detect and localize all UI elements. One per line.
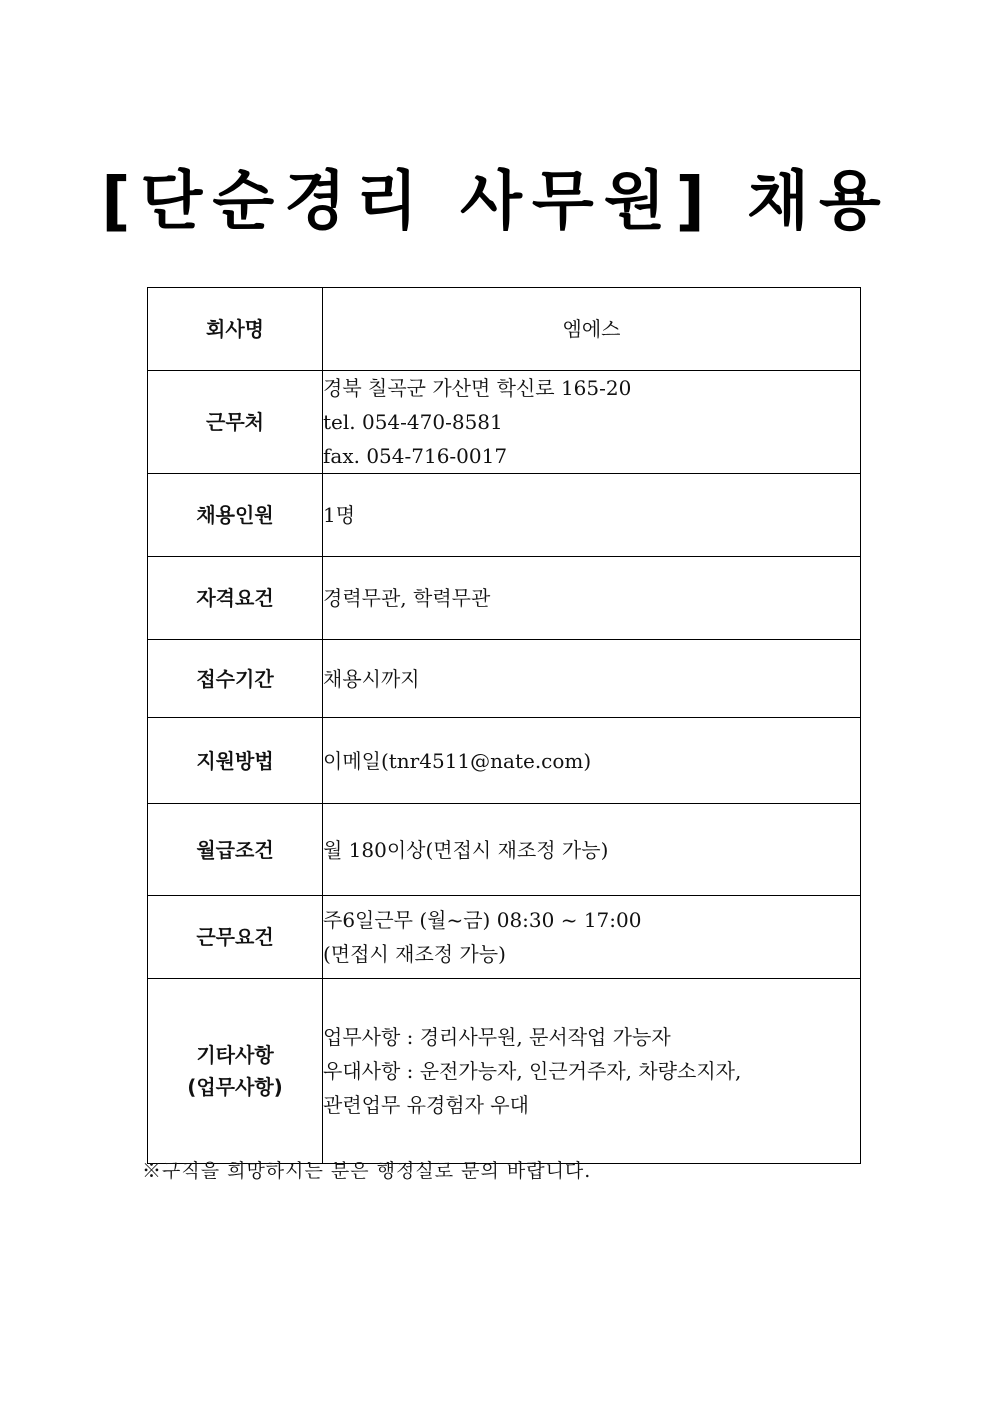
value-application-period — [323, 640, 861, 718]
label-qualification: 자격요건 — [148, 557, 323, 640]
work-schedule-note: (면접시 재조정 가능) — [323, 942, 506, 966]
label-application-period: 접수기간 — [148, 640, 323, 718]
row-application-period — [148, 640, 861, 718]
value-qualification — [323, 557, 861, 640]
label-company: 회사명 — [148, 288, 323, 371]
value-other — [323, 979, 861, 1164]
row-qualification — [148, 557, 861, 640]
document-title: [단순경리 사무원] 채용 — [101, 165, 891, 239]
duties-text: 업무사항 : 경리사무원, 문서작업 가능자 — [323, 1025, 671, 1049]
company-name: 엠에스 — [562, 317, 621, 341]
footnote: ※구직을 희망하시는 분은 행정실로 문의 바랍니다. — [142, 1160, 592, 1182]
row-company — [148, 288, 861, 371]
application-period-text: 채용시까지 — [323, 666, 420, 691]
label-workplace: 근무처 — [148, 371, 323, 474]
row-other — [148, 979, 861, 1164]
row-work-conditions — [148, 896, 861, 979]
job-info-table — [147, 287, 861, 1164]
row-workplace — [148, 371, 861, 474]
label-application-method: 지원방법 — [148, 718, 323, 804]
row-salary — [148, 804, 861, 896]
workplace-address: 경북 칠곡군 가산면 학신로 165-20 — [323, 376, 632, 400]
salary-text: 월 180이상(면접시 재조정 가능) — [323, 837, 609, 862]
preferences-text: 우대사항 : 운전가능자, 인근거주자, 차량소지자, — [323, 1059, 742, 1083]
value-application-method — [323, 718, 861, 804]
row-headcount — [148, 474, 861, 557]
label-other — [148, 979, 323, 1164]
value-workplace — [323, 371, 861, 474]
value-headcount — [323, 474, 861, 557]
application-method-text: 이메일(tnr4511@nate.com) — [323, 748, 592, 773]
value-company — [323, 288, 861, 371]
qualification-text: 경력무관, 학력무관 — [323, 586, 491, 610]
value-salary — [323, 804, 861, 896]
workplace-fax: fax. 054-716-0017 — [323, 444, 508, 468]
label-salary: 월급조건 — [148, 804, 323, 896]
other-label: 기타사항 — [196, 1043, 274, 1067]
headcount-text: 1명 — [323, 503, 356, 527]
preferences-text-cont: 관련업무 유경험자 우대 — [323, 1093, 529, 1117]
label-headcount: 채용인원 — [148, 474, 323, 557]
value-work-conditions — [323, 896, 861, 979]
label-work-conditions: 근무요건 — [148, 896, 323, 979]
row-application-method — [148, 718, 861, 804]
other-sublabel: (업무사항) — [187, 1075, 283, 1099]
work-schedule: 주6일근무 (월~금) 08:30 ~ 17:00 — [323, 908, 642, 932]
workplace-tel: tel. 054-470-8581 — [323, 410, 503, 434]
